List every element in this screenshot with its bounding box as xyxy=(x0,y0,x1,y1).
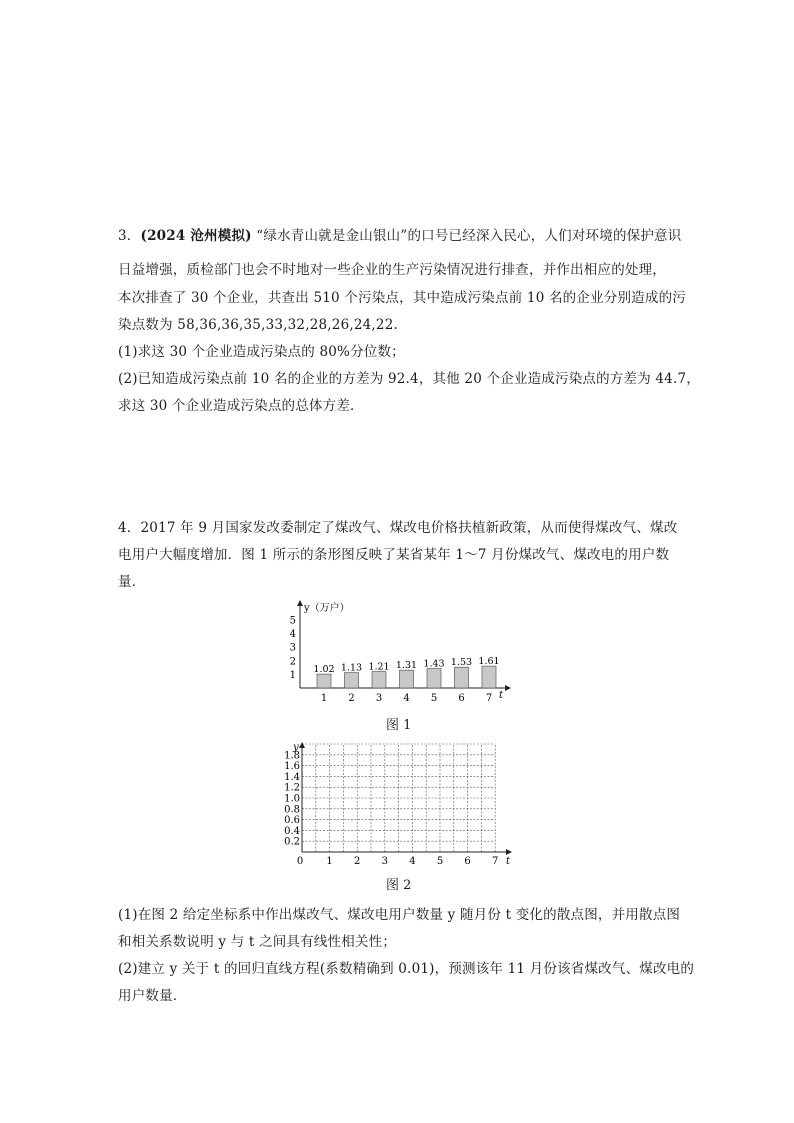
y-tick-label: 0.8 xyxy=(284,804,300,816)
bar-value-label: 1.53 xyxy=(450,657,473,669)
q4-line-3: 量． xyxy=(118,574,146,590)
q3-number: 3． xyxy=(118,228,141,244)
x-tick-label: 2 xyxy=(354,856,361,867)
y-tick-label: 0.2 xyxy=(284,836,300,848)
y-axis-arrow xyxy=(299,742,305,748)
bar-value-label: 1.31 xyxy=(395,660,418,672)
bar-value-label: 1.13 xyxy=(340,662,363,674)
bar-value-label: 1.02 xyxy=(313,664,335,676)
bar xyxy=(372,672,386,688)
x-tick-label: 2 xyxy=(348,693,355,704)
bar xyxy=(427,669,441,688)
y-tick-label: 3 xyxy=(289,642,296,654)
q4-line-1 xyxy=(118,516,677,536)
bar xyxy=(482,666,496,688)
y-tick-label: 0.4 xyxy=(284,825,300,837)
y-tick-label: 0.6 xyxy=(284,815,300,827)
q3-source: (2024 沧州模拟) xyxy=(140,228,252,244)
y-tick-label: 1.8 xyxy=(284,750,300,762)
x-tick-label: 5 xyxy=(436,856,444,867)
q4-line-2: 电用户大幅度增加．图 1 所示的条形图反映了某省某年 1～7 月份煤改气、煤改电的用户数 xyxy=(118,547,670,563)
q3-line-4: 染点数为 58,36,36,35,33,32,28,26,24,22. xyxy=(118,317,398,333)
y-axis-label: y（万户） xyxy=(304,603,350,614)
x-tick-label: 6 xyxy=(458,693,465,704)
q3-subquestion-1: (1)求这 30 个企业造成污染点的 80%分位数； xyxy=(118,344,405,360)
y-tick-label: 1.4 xyxy=(284,771,300,783)
bar-value-label: 1.43 xyxy=(423,658,445,670)
x-tick-label: 1 xyxy=(326,856,333,867)
y-tick-label: 1.6 xyxy=(284,761,300,773)
x-axis-label: t xyxy=(499,690,504,701)
q4-subquestion-2-cont: 用户数量． xyxy=(118,988,187,1004)
bar-value-label: 1.61 xyxy=(478,656,500,668)
y-tick-label: 5 xyxy=(289,615,296,627)
x-tick-label: 6 xyxy=(464,856,471,867)
q3-subquestion-2-cont: 求这 30 个企业造成污染点的总体方差． xyxy=(118,398,364,414)
q4-number: 4． xyxy=(118,520,141,536)
x-tick-label: 1 xyxy=(320,693,328,704)
y-tick-label: 2 xyxy=(289,656,296,668)
q3-text-1: “绿水青山就是金山银山”的口号已经深入民心，人们对环境的保护意识 xyxy=(256,228,682,244)
y-axis-arrow xyxy=(297,600,303,606)
x-axis-label: t xyxy=(506,856,511,867)
bar xyxy=(317,674,331,688)
q4-text-1: 2017 年 9 月国家发改委制定了煤改气、煤改电价格扶植新政策，从而使得煤改气、煤改 xyxy=(140,520,678,536)
figure-1-caption: 图 1 xyxy=(386,718,412,733)
x-tick-label: 7 xyxy=(492,856,499,867)
q3-line-2: 日益增强，质检部门也会不时地对一些企业的生产污染情况进行排查，并作出相应的处理， xyxy=(118,262,666,278)
x-tick-label: 5 xyxy=(430,693,438,704)
x-tick-label: 0 xyxy=(296,856,304,867)
x-axis-arrow xyxy=(506,849,512,855)
bar xyxy=(400,670,414,688)
q4-subquestion-2: (2)建立 y 关于 t 的回归直线方程(系数精确到 0.01)，预测该年 11 月份该省煤改气、煤改电的 xyxy=(118,961,695,977)
bar xyxy=(455,667,469,688)
figure-2-caption: 图 2 xyxy=(386,878,412,893)
q3-line-1 xyxy=(118,224,681,244)
figure-2-grid-chart xyxy=(280,740,520,868)
y-tick-label: 1.2 xyxy=(284,782,300,794)
x-tick-label: 3 xyxy=(381,856,388,867)
q3-subquestion-2: (2)已知造成污染点前 10 名的企业的方差为 92.4，其他 20 个企业造成污染点的方差为 44.7， xyxy=(118,371,700,387)
x-tick-label: 3 xyxy=(375,693,383,704)
bar-value-label: 1.21 xyxy=(368,661,390,673)
q3-line-3: 本次排查了 30 个企业，共查出 510 个污染点，其中造成污染点前 10 名的企业分别造成的污 xyxy=(118,290,686,306)
x-tick-label: 4 xyxy=(403,693,410,704)
x-axis-arrow xyxy=(505,685,511,691)
x-tick-label: 4 xyxy=(409,856,416,867)
q4-subquestion-1: (1)在图 2 给定坐标系中作出煤改气、煤改电用户数量 y 随月份 t 变化的散点图，并用散点图 xyxy=(118,907,681,923)
q4-subquestion-1-cont: 和相关系数说明 y 与 t 之间具有线性相关性； xyxy=(118,934,397,950)
figure-1-bar-chart xyxy=(270,598,520,710)
y-tick-label: 4 xyxy=(289,629,296,641)
x-tick-label: 7 xyxy=(485,693,493,704)
y-tick-label: 1 xyxy=(289,669,296,681)
y-axis-label: y xyxy=(293,742,299,753)
y-tick-label: 1.0 xyxy=(284,793,300,805)
bar xyxy=(345,673,359,688)
